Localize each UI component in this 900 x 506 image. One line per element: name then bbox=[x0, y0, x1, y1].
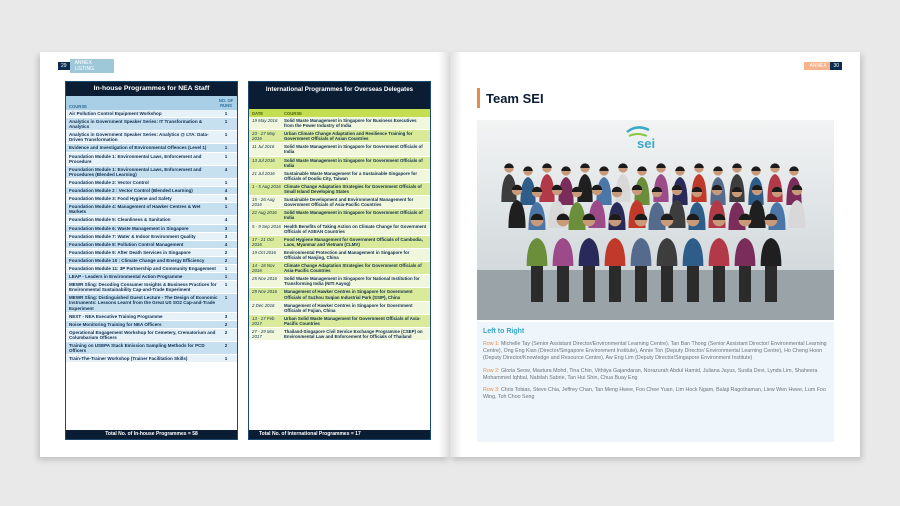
course-cell: Environmental Protection and Management in Singapore for Officials of Nanjing, China bbox=[284, 249, 410, 260]
seated-team-member bbox=[739, 260, 751, 302]
section-tag: ANNEX LISTING bbox=[70, 59, 114, 73]
runs-cell: 4 bbox=[224, 166, 228, 172]
caption-row-3 bbox=[483, 387, 828, 401]
runs-cell: 5 bbox=[224, 196, 228, 202]
date-cell: 19 May 2016 bbox=[252, 118, 278, 123]
runs-cell: 4 bbox=[224, 188, 228, 194]
course-cell: Foundation Module 1: Environmental Laws, Enforcement and Procedure bbox=[69, 153, 202, 164]
course-cell: Urban Climate Change Adaptation and Resilience Training for Government Officials of Asian Countries bbox=[284, 131, 413, 142]
table-row bbox=[66, 179, 237, 187]
caption-row-1 bbox=[483, 341, 828, 363]
international-table-header bbox=[249, 109, 430, 117]
page-title: Team SEI bbox=[486, 90, 544, 106]
table-row bbox=[66, 249, 237, 257]
table-row bbox=[66, 321, 237, 329]
course-cell: Foundation Module 8: Pollution Control Management bbox=[69, 241, 184, 247]
runs-cell: 1 bbox=[224, 282, 228, 288]
course-cell: Solid Waste Management in Singapore for Government Officials of India bbox=[284, 144, 423, 155]
table-row bbox=[249, 183, 430, 196]
course-cell: Climate Change Adaptation Strategies for Government Officials of Asia-Pacific Countries bbox=[284, 263, 422, 274]
table-row bbox=[66, 225, 237, 233]
seated-team-member bbox=[661, 260, 673, 302]
course-cell: Foundation Module 3: Food Hygiene and Safety bbox=[69, 196, 172, 202]
course-cell: Urban Solid Waste Management for Government Officials of Asia-Pacific Countries bbox=[284, 315, 421, 326]
column-header-course: COURSE bbox=[69, 104, 87, 109]
table-row bbox=[66, 153, 237, 166]
table-row bbox=[66, 342, 237, 355]
date-cell: 25 Nov 2016 bbox=[252, 276, 277, 282]
runs-cell: 1 bbox=[224, 274, 228, 280]
date-cell: 5 - 9 Sep 2016 bbox=[252, 223, 281, 229]
runs-cell: 1 bbox=[224, 265, 228, 271]
photo-caption bbox=[477, 322, 834, 442]
course-cell: Management of Hawker Centres in Singapore for Government Officials of Fujian, China bbox=[284, 302, 413, 313]
table-row bbox=[66, 131, 237, 144]
course-cell: Sustainable Waste Management for a Sustainable Singapore for Officials of Douliu City, Taiwan bbox=[284, 170, 418, 181]
course-cell: Train-The-Trainer Workshop (Trainer Facilitation Skills) bbox=[69, 356, 188, 362]
table-row bbox=[66, 187, 237, 195]
course-cell: Foundation Module 9: After Death Services in Singapore bbox=[69, 249, 191, 255]
column-header-course: COURSE bbox=[284, 110, 302, 116]
table-row bbox=[66, 241, 237, 249]
course-cell: Foundation Module 5: Cleanliness & Sanitation bbox=[69, 217, 171, 223]
course-cell: Solid Waste Management in Singapore for National Institution for Transforming India (NITI Aayog) bbox=[284, 276, 420, 287]
runs-cell: 3 bbox=[224, 313, 228, 319]
table-row bbox=[249, 209, 430, 222]
date-cell: 17 - 21 Oct 2016 bbox=[252, 236, 274, 247]
course-cell: Sustainable Development and Environmental Management for Government Officials of Asia-Pacific Countries bbox=[284, 197, 414, 208]
runs-cell: 3 bbox=[224, 233, 228, 239]
table-row bbox=[249, 275, 430, 288]
table-row bbox=[66, 166, 237, 179]
runs-cell: 1 bbox=[224, 179, 228, 185]
table-row bbox=[249, 328, 430, 341]
table-row bbox=[66, 273, 237, 281]
column-header-runs: NO. OF RUNS bbox=[218, 98, 234, 109]
course-cell: Management of Hawker Centres in Singapore for Government Officials of Suzhou Suqian Industrial Park (SSIP), China bbox=[284, 289, 413, 300]
date-cell: 2 Dec 2016 bbox=[252, 302, 275, 308]
inhouse-table-header bbox=[66, 96, 237, 110]
course-cell: Foundation Module 2 : Vector Control (Blended Learning) bbox=[69, 188, 193, 194]
table-row bbox=[249, 196, 430, 209]
runs-cell: 2 bbox=[224, 321, 228, 327]
runs-cell: 1 bbox=[224, 153, 228, 159]
caption-row-text: Gloria Seow, Mastura Mohd, Tina Chin, Vithiiya Gajandaran, Norazurah Abdul Hamid, Juliana Jayus, Susila Devi, Lynda Lim, Shaheera Mohammed Iqhbal, Nabilah Sabrie, Tan Hui Shin, Chua Buay Eng bbox=[483, 367, 818, 381]
runs-cell: 1 bbox=[224, 204, 228, 210]
table-row bbox=[66, 233, 237, 241]
table-row bbox=[249, 223, 430, 236]
caption-row-label: Row 3: bbox=[483, 387, 500, 394]
international-total: Total No. of International Programmes = 17 bbox=[249, 430, 430, 439]
runs-cell: 2 bbox=[224, 343, 228, 348]
table-row bbox=[249, 143, 430, 156]
runs-cell: 2 bbox=[224, 249, 228, 255]
date-cell: 27 - 29 Mar 2017 bbox=[252, 329, 275, 340]
date-cell: 22 Aug 2016 bbox=[252, 210, 277, 216]
table-row bbox=[249, 302, 430, 315]
course-cell: Solid Waste Management in Singapore for Government Officials of India bbox=[284, 157, 423, 168]
table-row bbox=[66, 294, 237, 312]
course-cell: Operational Engagement Workshop for Cemetery, Crematorium and Columbarium Officers bbox=[69, 329, 216, 340]
course-cell: Foundation Module 4: Management of Hawker Centres & Wet Markets bbox=[69, 204, 201, 215]
section-tag: ANNEX bbox=[804, 62, 830, 70]
page-number: 30 bbox=[830, 62, 842, 70]
date-cell: 13 - 17 Feb 2017 bbox=[252, 315, 275, 326]
course-cell: Foundation Module 6: Waste Management in Singapore bbox=[69, 225, 189, 231]
course-cell: Foundation Module 10 : Climate Change and Energy Efficiency bbox=[69, 257, 205, 263]
table-row bbox=[66, 203, 237, 216]
table-row bbox=[66, 257, 237, 265]
inhouse-table-title: In-house Programmes for NEA Staff bbox=[66, 82, 237, 96]
runs-cell: 3 bbox=[224, 225, 228, 231]
table-row bbox=[249, 117, 430, 130]
runs-cell: 1 bbox=[224, 132, 228, 138]
runs-cell: 4 bbox=[224, 241, 228, 247]
date-cell: 15 - 26 Aug 2016 bbox=[252, 197, 275, 208]
caption-row-2 bbox=[483, 368, 828, 382]
runs-cell: 1 bbox=[224, 356, 228, 362]
table-row bbox=[66, 216, 237, 224]
table-row bbox=[66, 195, 237, 203]
runs-cell: 1 bbox=[224, 145, 228, 151]
inhouse-rows bbox=[66, 110, 237, 363]
course-cell: Climate Change Adaptation Strategies for Government Officials of Small Island Developing States bbox=[284, 183, 422, 195]
table-row bbox=[249, 249, 430, 262]
course-cell: Analytics in Government Speaker Series: IT Transformation & Analytics bbox=[69, 119, 203, 130]
team-heading bbox=[477, 87, 544, 109]
caption-row-label: Row 2: bbox=[483, 367, 500, 374]
course-cell: Training on USEPA Stack Emission Sampling Methods for PCD Officers bbox=[69, 343, 205, 354]
seated-team-member bbox=[557, 260, 569, 302]
left-page bbox=[40, 52, 450, 457]
runs-cell: 1 bbox=[224, 111, 228, 116]
date-cell: 14 - 18 Nov 2016 bbox=[252, 263, 275, 274]
table-row bbox=[249, 157, 430, 170]
course-cell: Foundation Module 7: Water & Indoor Environment Quality bbox=[69, 233, 196, 239]
course-cell: Solid Waste Management in Singapore for Government Officials of India bbox=[284, 210, 423, 221]
seated-team-member bbox=[609, 260, 621, 302]
seated-team-member bbox=[531, 260, 543, 302]
international-programmes-table bbox=[248, 81, 431, 440]
course-cell: Foundation Module 1: Environmental Laws, Enforcement and Procedures (Blended Learning) bbox=[69, 166, 202, 177]
table-row bbox=[66, 313, 237, 321]
date-cell: 1 - 5 Aug 2016 bbox=[252, 183, 281, 189]
sei-logo-text: sei bbox=[637, 136, 656, 151]
seated-team-member bbox=[583, 260, 595, 302]
seated-team-member bbox=[635, 260, 647, 302]
course-cell: Air Pollution Control Equipment Workshop bbox=[69, 111, 162, 116]
column-header-date: DATE bbox=[252, 110, 264, 116]
caption-row-text: Michelle Tay (Senior Assistant Director/Environmental Learning Centre), Tan Ban Thong (Senior Assistant Director/ Environmental Learning Centre), Ong Eng Kian (Director/Singapore Environment Institute), Annie Ton (Deputy Director/ Environmental Learning Centre), Ho Cheng Hoon (Deputy Director/Knowledge and Resource Centre), Aw Eng Lim (Deputy Director/Singapore Environment Institute) bbox=[483, 341, 827, 362]
course-cell: MEWR Sling: Distinguished Guest Lecture - The Design of Economic Instruments: Lessons Learnt from the Great US SO2 Cap-and-Trade Experiment bbox=[69, 295, 218, 311]
runs-cell: 1 bbox=[224, 119, 228, 125]
course-cell: Food Hygiene Management for Government Officials of Cambodia, Laos, Myanmar and Vietnam (CLMV) bbox=[284, 236, 423, 247]
seated-team-member bbox=[687, 260, 699, 302]
team-group-photo bbox=[477, 120, 834, 320]
table-row bbox=[66, 265, 237, 273]
course-cell: Health Benefits of Taking Action on Climate Change for Government Officials of ASEAN Countries bbox=[284, 223, 427, 234]
table-row bbox=[66, 118, 237, 131]
runs-cell: 2 bbox=[224, 329, 228, 335]
seated-team-member bbox=[765, 260, 777, 302]
table-row bbox=[249, 170, 430, 183]
caption-row-label: Row 1: bbox=[483, 341, 500, 347]
runs-cell: 1 bbox=[224, 295, 228, 301]
date-cell: 11 Jul 2016 bbox=[252, 144, 275, 150]
course-cell: Solid Waste Management in Singapore for Business Executives from the Power Industry of India bbox=[284, 118, 417, 129]
date-cell: 13 Jul 2016 bbox=[252, 157, 275, 163]
team-photo-illustration bbox=[477, 120, 834, 320]
heading-accent-bar bbox=[477, 88, 480, 108]
course-cell: Thailand-Singapore Civil Service Exchange Programme (CSEP) on Environmental Law and Enforcement for Officials of Thailand bbox=[284, 329, 423, 340]
course-cell: Evidence and Investigation of Environmental Offences (Level 1) bbox=[69, 145, 207, 151]
caption-row-text: Chris Tobias, Steve Chia, Jeffrey Chan, Tan Meng Hwee, Foo Chee Yuan, Lim Hock Ngam, Balaji Ragothaman, Liew Wen Hwee, Lum Foo Wing, Toh Choo Seng bbox=[483, 387, 826, 401]
table-row bbox=[249, 262, 430, 275]
page-number: 29 bbox=[58, 62, 70, 70]
left-folio bbox=[58, 62, 114, 70]
table-row bbox=[66, 110, 237, 118]
inhouse-total: Total No. of In-house Programmes = 58 bbox=[66, 430, 237, 439]
seated-team-member bbox=[713, 260, 725, 302]
right-page bbox=[450, 52, 860, 457]
inhouse-programmes-table bbox=[65, 81, 238, 440]
table-row bbox=[66, 355, 237, 363]
table-row bbox=[66, 281, 237, 294]
table-row bbox=[249, 315, 430, 328]
course-cell: MEWR Sling: Decoding Consumer Insights & Business Practices for Environmental Sustainability Cap-and-Trade Experiment bbox=[69, 282, 217, 293]
course-cell: NEXT - NEA Executive Training Programme bbox=[69, 313, 163, 319]
international-rows bbox=[249, 117, 430, 341]
date-cell: 21 Jul 2016 bbox=[252, 170, 275, 176]
course-cell: Foundation Module 11: 3P Partnership and Community Engagement bbox=[69, 265, 216, 271]
table-row bbox=[249, 288, 430, 301]
international-table-title: International Programmes for Overseas Delegates bbox=[249, 82, 430, 109]
date-cell: 29 Nov 2016 bbox=[252, 289, 277, 295]
runs-cell: 4 bbox=[224, 217, 228, 223]
course-cell: Analytics in Government Speaker Series: Analytics @ LTA: Data-Driven Transformation bbox=[69, 132, 209, 143]
right-folio bbox=[804, 62, 842, 70]
runs-cell: 2 bbox=[224, 257, 228, 263]
table-row bbox=[66, 144, 237, 152]
course-cell: Foundation Module 2: Vector Control bbox=[69, 179, 149, 185]
course-cell: LEAP - Leaders in Environmental Action Programme bbox=[69, 274, 183, 280]
caption-title: Left to Right bbox=[483, 328, 525, 335]
course-cell: Noise Monitoring Training for NEA Officers bbox=[69, 321, 162, 327]
date-cell: 19 Oct 2016 bbox=[252, 249, 276, 255]
table-row bbox=[249, 130, 430, 143]
table-row bbox=[249, 236, 430, 249]
table-row bbox=[66, 329, 237, 342]
date-cell: 23 - 27 May 2016 bbox=[252, 131, 276, 142]
